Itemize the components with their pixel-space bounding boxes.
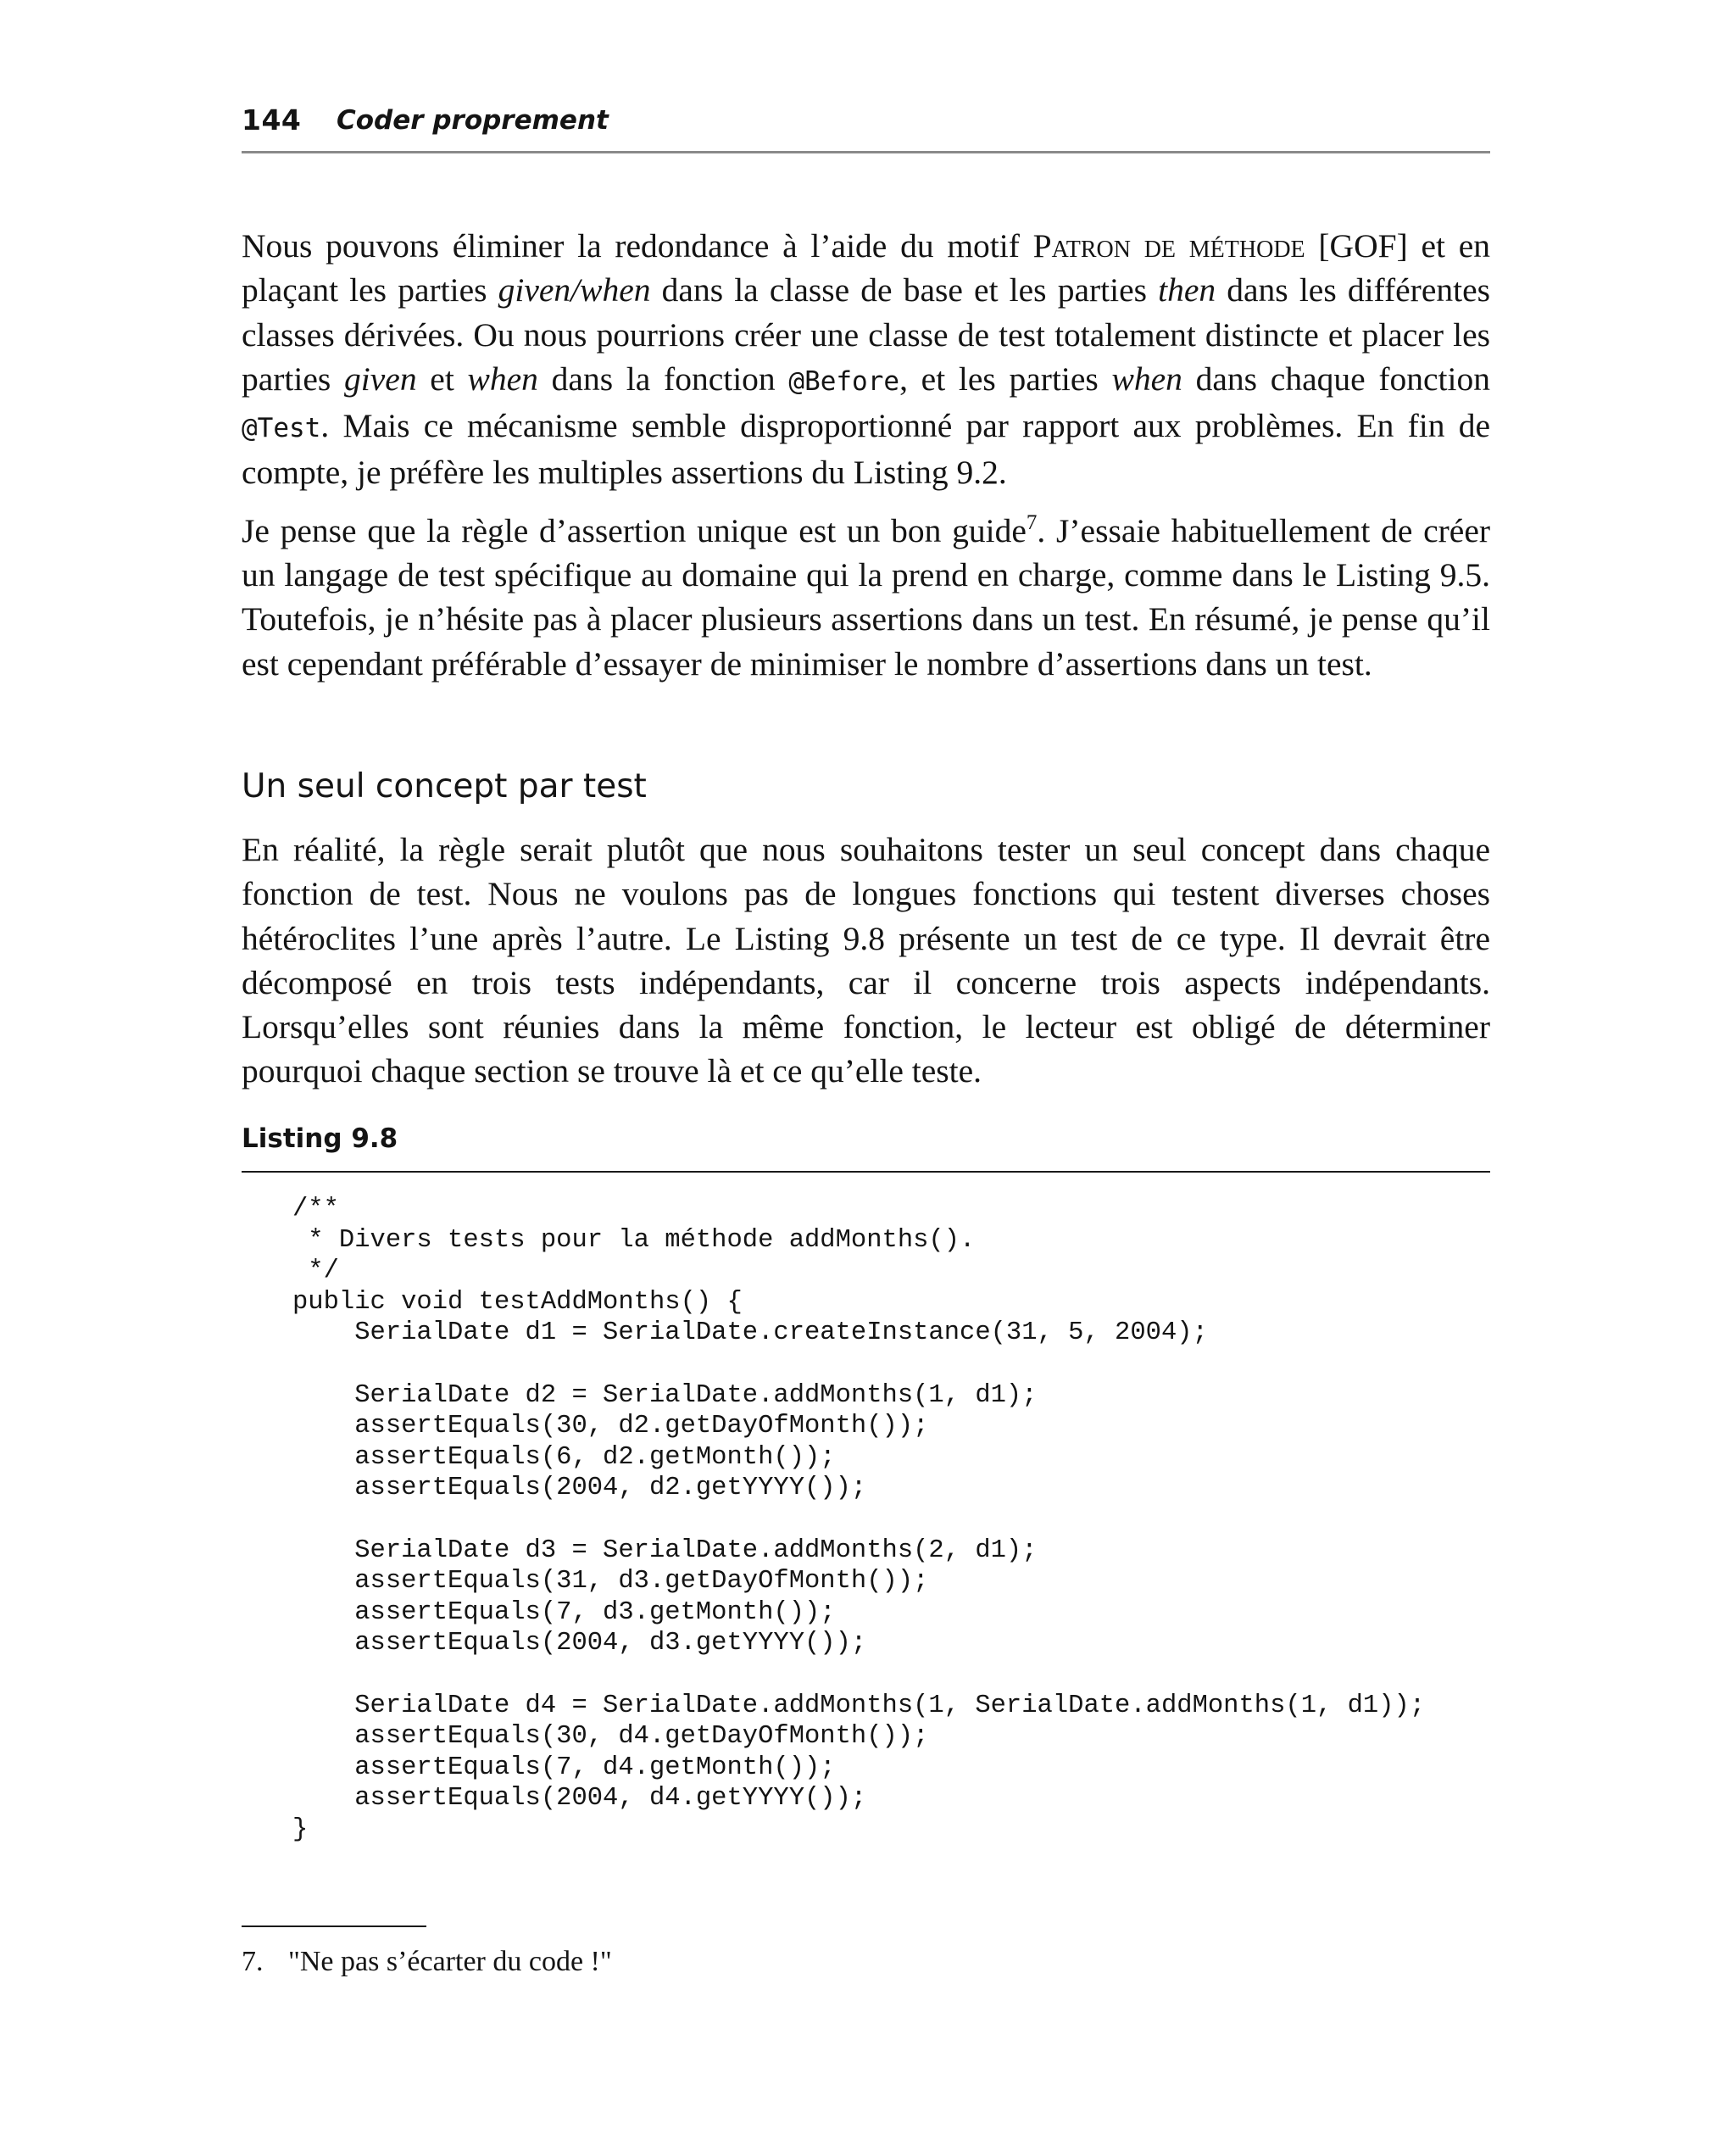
- text-run: dans la classe de base et les parties: [650, 271, 1159, 309]
- code-line: SerialDate d1 = SerialDate.createInstance(31, 5, 2004);: [292, 1318, 1208, 1348]
- text-run: . J’essaie habituellement de créer un langage de test spécifique au domaine qui la prend en charge, comme dans le Listing 9.5. Toutefois, je n’hésite pas à placer plusieurs assertions dans un test. En résumé, je pense qu’il est cependant préférable d’essayer de minimiser le nombre d’assertions dans un test.: [242, 511, 1491, 683]
- code-line: [292, 1504, 1425, 1535]
- body-text: [242, 224, 1490, 699]
- code-line: assertEquals(7, d4.getMonth());: [292, 1753, 836, 1782]
- header-divider: [242, 151, 1490, 153]
- footnote-reference: 7: [1026, 510, 1038, 534]
- code-listing: [292, 1194, 1425, 1845]
- emphasis-then: then: [1158, 271, 1216, 309]
- section-heading: Un seul concept par test: [242, 767, 647, 805]
- text-run: . Mais ce mécanisme semble disproportionné par rapport aux problèmes. En fin de compte, je préfère les multiples assertions du Listing 9.2.: [242, 407, 1490, 492]
- text-run: dans la fonction: [537, 359, 789, 398]
- code-line: SerialDate d4 = SerialDate.addMonths(1, SerialDate.addMonths(1, d1));: [292, 1691, 1426, 1720]
- book-title: Coder proprement: [337, 105, 609, 136]
- code-line: [292, 1659, 1425, 1691]
- code-line: SerialDate d2 = SerialDate.addMonths(1, d1);: [292, 1380, 1038, 1410]
- listing-label: Listing 9.8: [242, 1123, 398, 1154]
- footnote-number: 7.: [242, 1946, 264, 1977]
- inline-code-before: @Before: [788, 365, 900, 397]
- code-line: /**: [292, 1195, 339, 1223]
- code-line: assertEquals(2004, d3.getYYYY());: [292, 1629, 867, 1658]
- footnote-divider: [242, 1925, 426, 1927]
- code-line: [292, 1349, 1425, 1380]
- code-line: */: [292, 1257, 339, 1286]
- code-line: assertEquals(31, d3.getDayOfMonth());: [292, 1567, 929, 1597]
- code-line: public void testAddMonths() {: [292, 1287, 743, 1317]
- code-line: }: [292, 1814, 309, 1844]
- text-run: dans les différentes classes dérivées. Ou nous pourrions créer une classe de test totalement distincte et placer les parties: [242, 271, 1490, 398]
- footnote-text: "Ne pas s’écarter du code !": [288, 1946, 612, 1977]
- code-line: assertEquals(6, d2.getMonth());: [292, 1442, 836, 1472]
- text-run: [GOF] et en plaçant les parties: [242, 227, 1491, 309]
- code-line: SerialDate d3 = SerialDate.addMonths(2, d1);: [292, 1535, 1038, 1565]
- section-paragraph: En réalité, la règle serait plutôt que nous souhaitons tester un seul concept dans chaque fonction de test. Nous ne voulons pas de longues fonctions qui testent diverses choses hétéroclites l’une après l’autre. Le Listing 9.8 présente un test de ce type. Il devrait être décomposé en trois tests indépendants, car il concerne trois aspects indépendants. Lorsqu’elles sont réunies dans la même fonction, le lecteur est obligé de déterminer pourquoi chaque section se trouve là et ce qu’elle teste.: [242, 831, 1490, 1090]
- section-body: [242, 828, 1490, 1094]
- code-line: assertEquals(2004, d4.getYYYY());: [292, 1784, 867, 1814]
- text-run: Nous pouvons éliminer la redondance à l’aide du motif: [242, 227, 1033, 265]
- text-run: dans chaque fonction: [1182, 359, 1490, 398]
- paragraph-template-method: [242, 224, 1490, 495]
- code-line: * Divers tests pour la méthode addMonths().: [292, 1225, 976, 1255]
- code-line: assertEquals(7, d3.getMonth());: [292, 1597, 836, 1627]
- page-number: 144: [242, 103, 302, 137]
- footnote: [242, 1946, 612, 1978]
- emphasis-when: when: [1111, 359, 1182, 398]
- text-run: , et les parties: [899, 359, 1112, 398]
- pattern-name: Patron de méthode: [1032, 227, 1305, 265]
- paragraph-single-assertion: [242, 509, 1490, 686]
- text-run: et: [416, 359, 468, 398]
- inline-code-test: @Test: [242, 413, 321, 444]
- text-run: Je pense que la règle d’assertion unique est un bon guide: [242, 511, 1027, 549]
- emphasis-given-when: given/when: [498, 271, 651, 309]
- emphasis-given: given: [344, 359, 417, 398]
- running-header: [242, 100, 1490, 151]
- listing-divider: [242, 1171, 1490, 1173]
- code-line: assertEquals(30, d2.getDayOfMonth());: [292, 1412, 929, 1441]
- code-line: assertEquals(2004, d2.getYYYY());: [292, 1474, 867, 1503]
- emphasis-when: when: [467, 359, 538, 398]
- code-line: assertEquals(30, d4.getDayOfMonth());: [292, 1722, 929, 1752]
